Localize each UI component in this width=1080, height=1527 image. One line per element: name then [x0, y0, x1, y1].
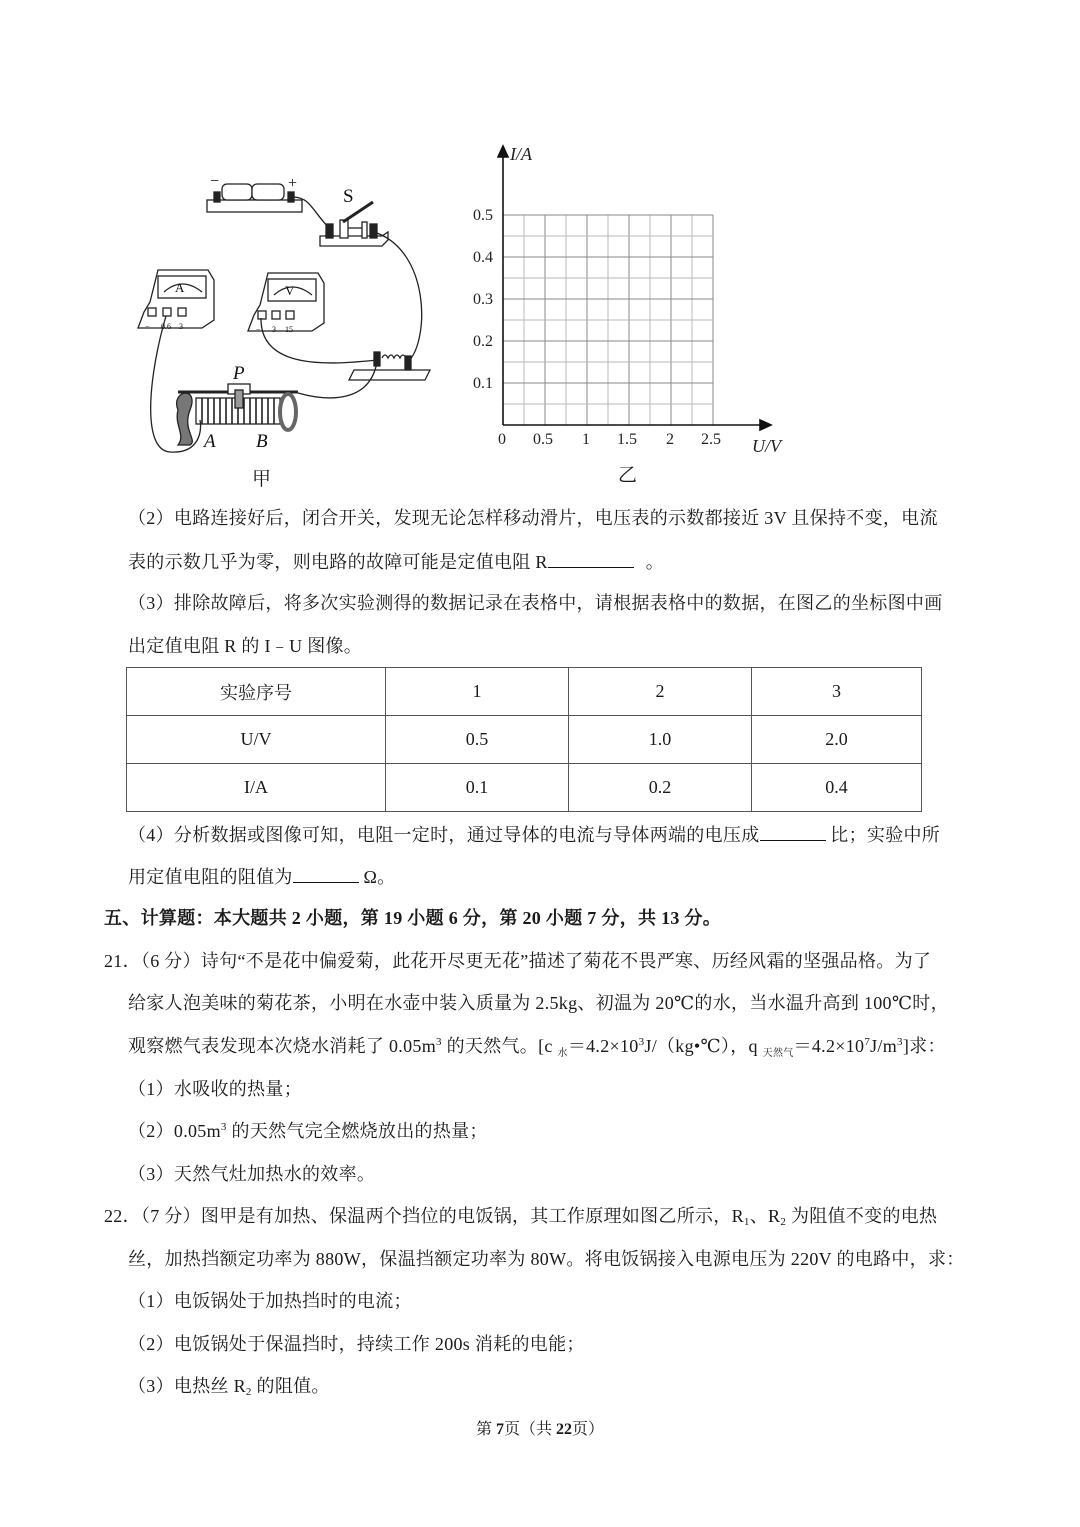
- q2-text: 表的示数几乎为零，则电路的故障可能是定值电阻 R: [128, 552, 548, 572]
- q21-sub2: [128, 1119, 488, 1143]
- subscript: 天然气: [762, 1048, 794, 1059]
- superscript: 3: [436, 1036, 442, 1048]
- battery-minus-label: −: [210, 173, 220, 190]
- q2-line1: （2）电路连接好后，闭合开关，发现无论怎样移动滑片，电压表的示数都接近 3V 且保持不变，电流: [128, 508, 938, 528]
- table-cell: 0.4: [752, 764, 922, 812]
- ammeter-label: A: [175, 280, 185, 295]
- switch-label: S: [343, 186, 354, 207]
- table-cell: 1.0: [569, 716, 752, 764]
- voltmeter-terminal-label: 15: [285, 325, 293, 334]
- q22-sub2: （2）电饭锅处于保温挡时，持续工作 200s 消耗的电能；: [128, 1334, 585, 1354]
- q21-line1: 21．（6 分）诗句“不是花中偏爱菊，此花开尽更无花”描述了菊花不畏严寒、历经风霜的坚强品格。为了: [104, 951, 932, 971]
- q22-text: （3）电热丝 R: [128, 1376, 246, 1396]
- page-footer: [0, 1416, 1080, 1439]
- q2-line2: [128, 549, 664, 574]
- y-tick-label: 0.3: [473, 291, 493, 308]
- q21-text: （2）0.05m: [128, 1121, 221, 1141]
- q21-text: 的天然气。[c: [441, 1036, 558, 1056]
- q22-sub1: （1）电饭锅处于加热挡时的电流；: [128, 1291, 412, 1311]
- table-header-row: [127, 668, 922, 716]
- q4-text: （4）分析数据或图像可知，电阻一定时，通过导体的电流与导体两端的电压成: [128, 825, 760, 845]
- q4-text: 用定值电阻的阻值为: [128, 867, 293, 887]
- q21-text: J/m: [870, 1036, 898, 1056]
- ammeter-terminal-label: −: [145, 322, 150, 331]
- table-row: [127, 716, 922, 764]
- q4-line1: [128, 822, 940, 847]
- q21-text: ]求：: [902, 1036, 946, 1056]
- q22-line1: [104, 1204, 937, 1228]
- table-cell: 0.2: [569, 764, 752, 812]
- table-cell: 0.1: [386, 764, 569, 812]
- x-tick-label: 1: [582, 431, 590, 448]
- superscript: 3: [638, 1036, 645, 1048]
- q21-line2: 给家人泡美味的菊花茶，小明在水壶中装入质量为 2.5kg、初温为 20℃的水，当水温升高到 100℃时，: [128, 993, 949, 1013]
- table-cell: U/V: [127, 716, 386, 764]
- y-tick-label: 0.4: [473, 249, 493, 266]
- x-tick-label: 2.5: [701, 431, 721, 448]
- footer-text: 第: [475, 1421, 496, 1438]
- current-page-number: 7: [495, 1421, 504, 1438]
- q4-line2: [128, 864, 395, 889]
- q21-text: 观察燃气表发现本次烧水消耗了 0.05m: [128, 1036, 436, 1056]
- table-cell: I/A: [127, 764, 386, 812]
- q21-text: 的天然气完全燃烧放出的热量；: [226, 1121, 488, 1141]
- table-header-cell: 2: [569, 668, 752, 716]
- q22-text: 的阻值。: [251, 1376, 330, 1396]
- voltmeter-terminal-label: −: [256, 325, 261, 334]
- q21-sub1: （1）水吸收的热量；: [128, 1079, 302, 1099]
- iu-graph-yi: [460, 140, 800, 500]
- subscript: 2: [780, 1216, 787, 1228]
- subscript: 2: [245, 1386, 252, 1398]
- table-header-cell: 1: [386, 668, 569, 716]
- table-header-cell: 3: [752, 668, 922, 716]
- ammeter-terminal-label: 3: [179, 322, 183, 331]
- q21-text: ＝4.2×10: [793, 1036, 865, 1056]
- voltmeter-label: V: [285, 283, 295, 298]
- table-cell: 2.0: [752, 716, 922, 764]
- table-cell: 0.5: [386, 716, 569, 764]
- q22-text: 22．（7 分）图甲是有加热、保温两个挡位的电饭锅，其工作原理如图乙所示，R: [104, 1206, 744, 1226]
- x-tick-label: 1.5: [617, 431, 637, 448]
- q22-sub3: [128, 1374, 330, 1398]
- q22-text: 为阻值不变的电热: [786, 1206, 938, 1226]
- voltmeter-terminal-label: 3: [272, 325, 276, 334]
- ammeter-terminal-label: 0.6: [161, 322, 171, 331]
- q22-line2: 丝，加热挡额定功率为 880W，保温挡额定功率为 80W。将电饭锅接入电源电压为 220V 的电路中，求：: [128, 1249, 965, 1269]
- superscript: 3: [220, 1121, 227, 1133]
- q4-text: 比；实验中所: [825, 825, 941, 845]
- q21-sub3: （3）天然气灶加热水的效率。: [128, 1164, 376, 1184]
- footer-text: 页）: [572, 1421, 605, 1438]
- battery-plus-label: +: [288, 175, 298, 192]
- q21-text: ＝4.2×10: [567, 1036, 639, 1056]
- figure-caption-yi: 乙: [618, 465, 638, 486]
- figure-caption-jia: 甲: [252, 469, 272, 490]
- origin-label: 0: [498, 431, 506, 448]
- q2-period: 。: [645, 552, 665, 572]
- superscript: 7: [864, 1036, 871, 1048]
- y-axis-label: I/A: [510, 144, 532, 164]
- q22-text: 、R: [749, 1206, 781, 1226]
- q3-line1: （3）排除故障后，将多次实验测得的数据记录在表格中，请根据表格中的数据，在图乙的坐标图中画: [128, 593, 943, 613]
- experiment-data-table: [126, 667, 922, 812]
- table-row: [127, 764, 922, 812]
- q21-line3: [128, 1034, 946, 1058]
- x-tick-label: 2: [666, 431, 674, 448]
- answer-blank-proportion[interactable]: [760, 822, 826, 841]
- section-5-heading: 五、计算题：本大题共 2 小题，第 19 小题 6 分，第 20 小题 7 分，共 13 分。: [104, 908, 722, 928]
- x-tick-label: 0.5: [533, 431, 553, 448]
- q21-text: J/（kg•℃），q: [644, 1036, 763, 1056]
- y-tick-label: 0.5: [473, 207, 493, 224]
- q4-unit: Ω。: [358, 867, 396, 887]
- subscript: 水: [557, 1048, 568, 1059]
- footer-text: 页（共: [503, 1421, 556, 1438]
- subscript: 1: [743, 1216, 750, 1228]
- x-axis-label: U/V: [752, 436, 781, 456]
- table-header-cell: 实验序号: [127, 668, 386, 716]
- answer-blank-fault[interactable]: [548, 549, 634, 568]
- total-pages: 22: [556, 1421, 572, 1438]
- rheostat-end-a-label: A: [204, 431, 216, 452]
- slider-label: P: [233, 363, 245, 384]
- rheostat-end-b-label: B: [256, 431, 268, 452]
- answer-blank-resistance[interactable]: [293, 864, 359, 883]
- circuit-diagram-jia: [130, 140, 450, 500]
- superscript: 3: [897, 1036, 903, 1048]
- y-tick-label: 0.2: [473, 333, 493, 350]
- y-tick-label: 0.1: [473, 375, 493, 392]
- q3-line2: 出定值电阻 R 的 I﹣U 图像。: [128, 636, 363, 656]
